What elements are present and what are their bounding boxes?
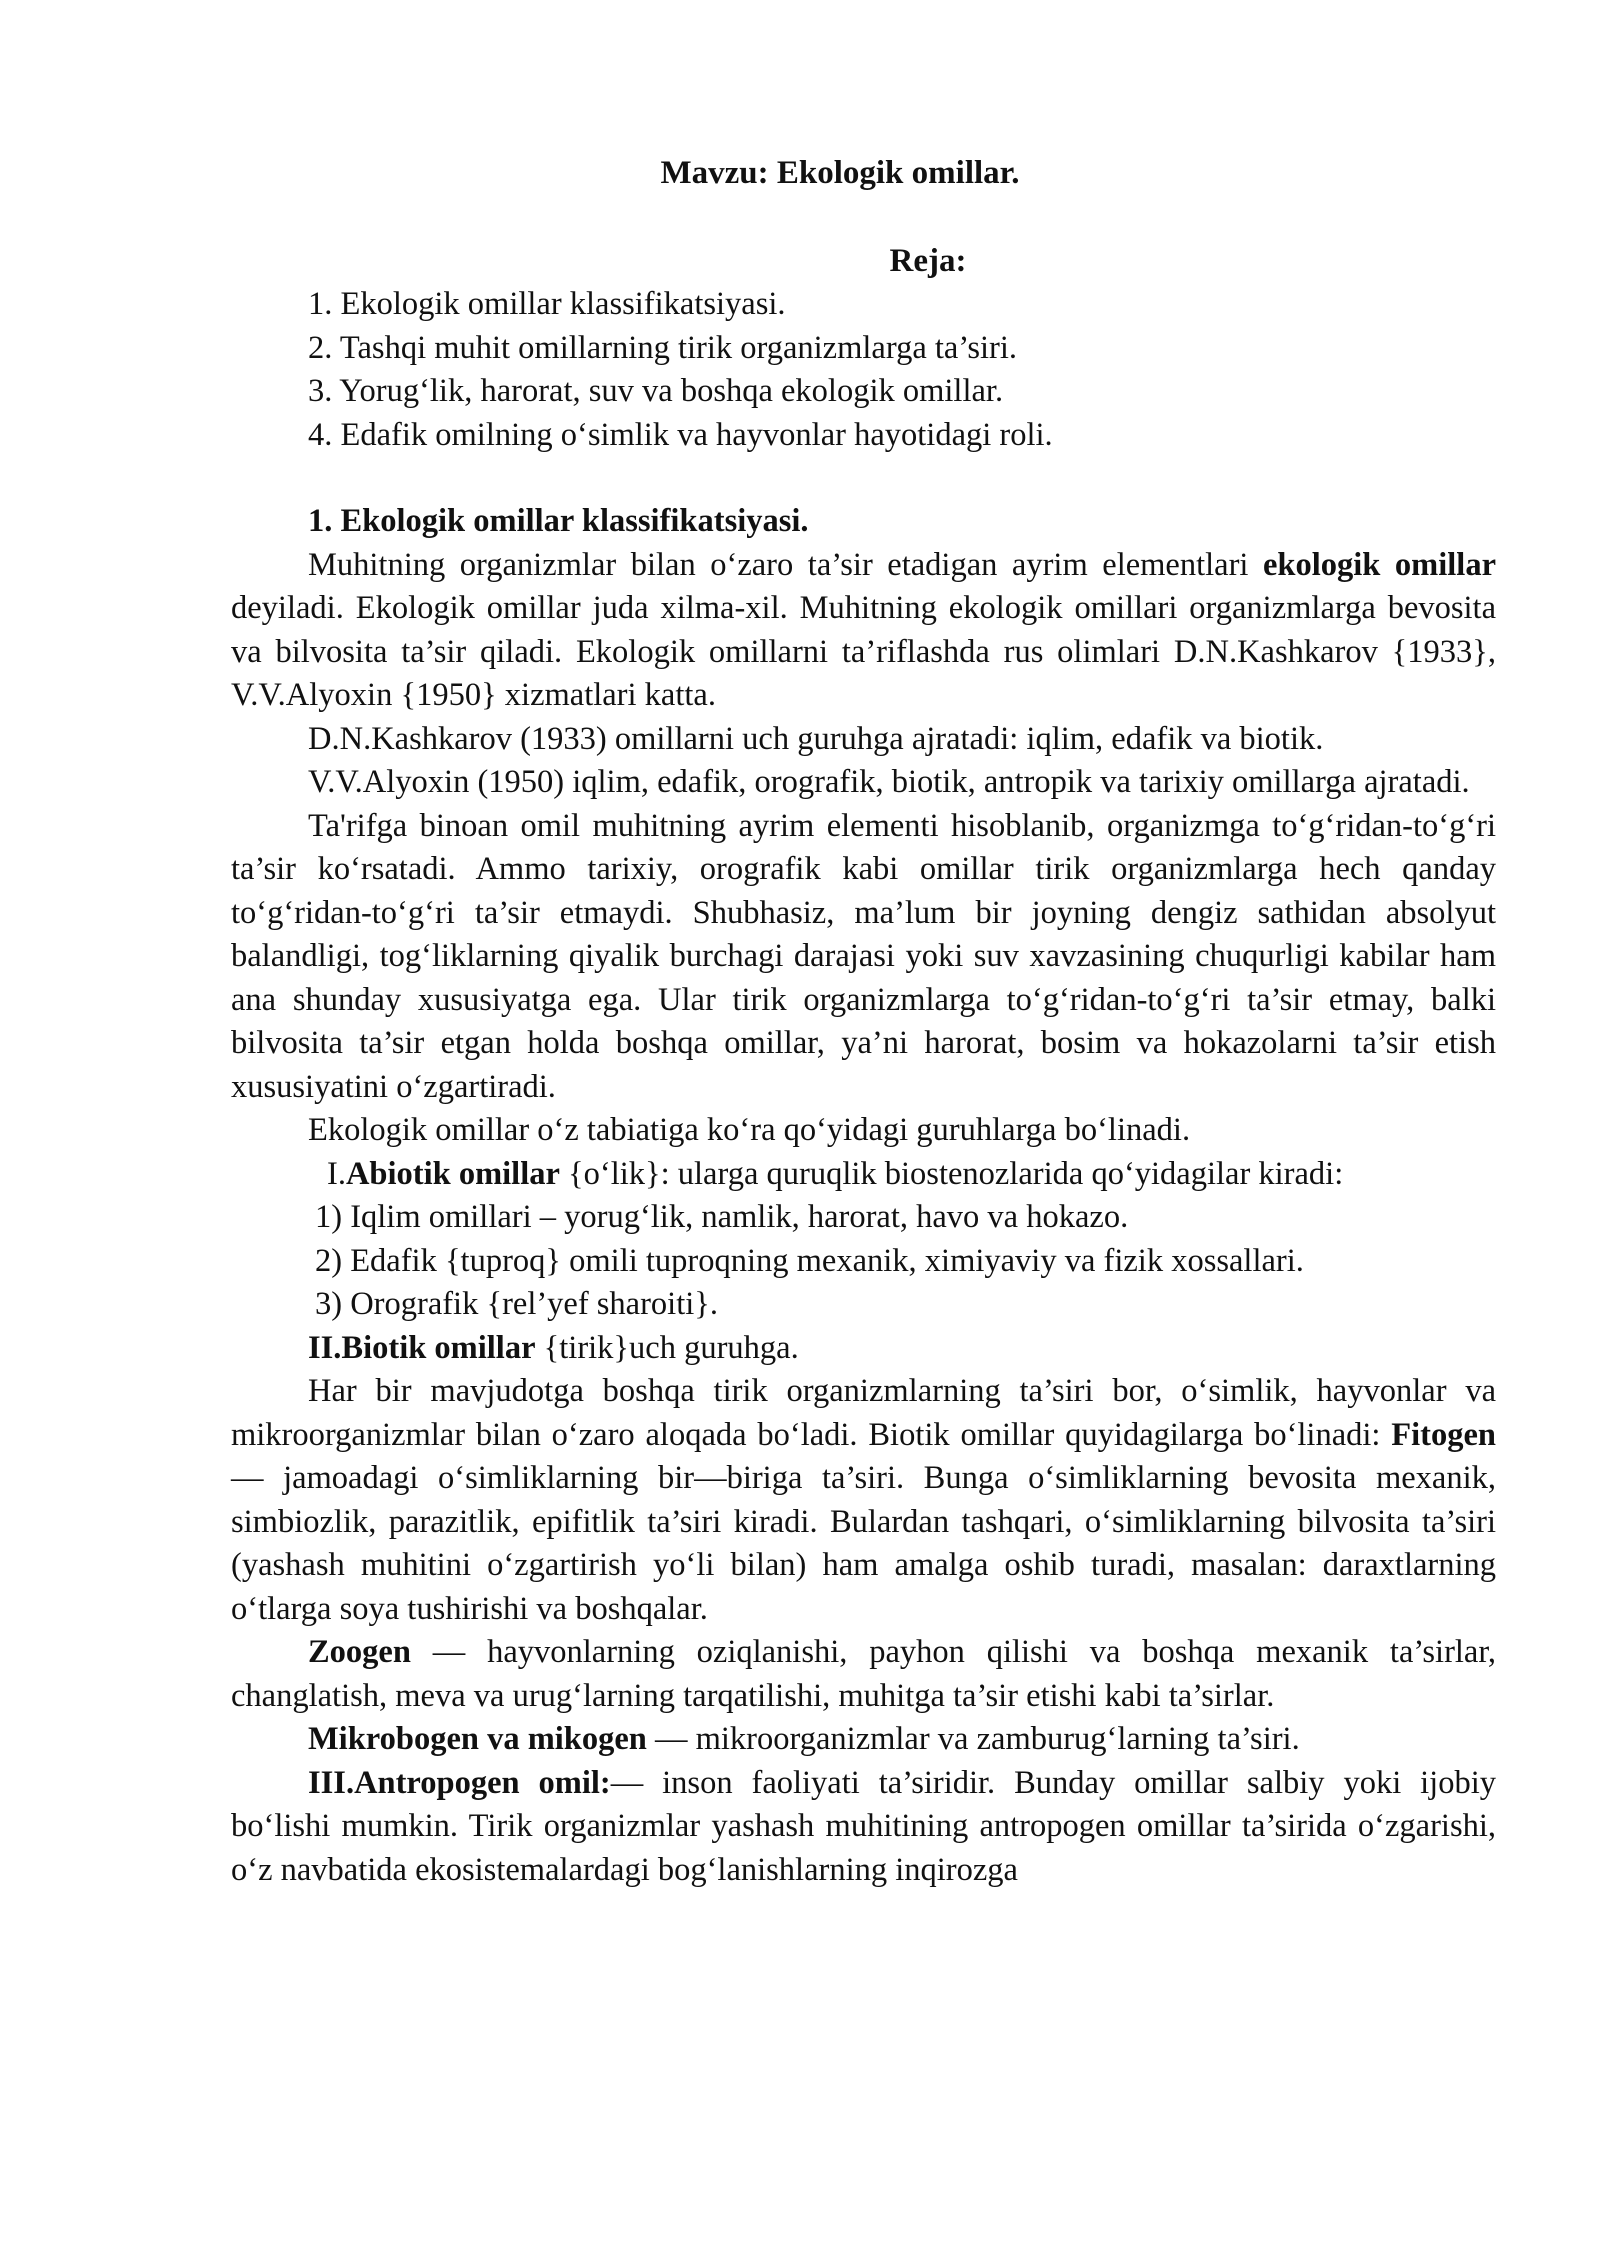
paragraph-kashkarov: D.N.Kashkarov (1933) omillarni uch guruhga ajratadi: iqlim, edafik va biotik. xyxy=(308,720,1324,757)
list-item: 2) Edafik {tuproq} omili tuproqning mexanik, ximiyaviy va fizik xossallari. xyxy=(315,1242,1304,1279)
bold-term: Abiotik omillar xyxy=(345,1155,560,1192)
paragraph-antropogen xyxy=(231,1762,1496,1893)
plan-heading: Reja: xyxy=(889,243,967,279)
plan-item: 2. Tashqi muhit omillarning tirik organizmlarga ta’siri. xyxy=(308,329,1018,366)
paragraph-text: {tirik}uch guruhga. xyxy=(535,1329,799,1366)
paragraph-text: I. xyxy=(327,1155,346,1192)
list-item: 3) Orografik {rel’yef sharoiti}. xyxy=(315,1286,718,1322)
paragraph-text: — mikroorganizmlar va zamburug‘larning ta’siri. xyxy=(646,1721,1300,1757)
document-title: Mavzu: Ekologik omillar. xyxy=(660,155,1020,191)
bold-term: II.Biotik omillar xyxy=(308,1329,536,1366)
paragraph-alyoxin: V.V.Alyoxin (1950) iqlim, edafik, orografik, biotik, antropik va tarixiy omillarga ajratadi. xyxy=(308,764,1470,800)
paragraph-text: — jamoadagi o‘simliklarning bir—biriga ta’siri. Bunga o‘simliklarning bevosita mexanik, simbiozlik, parazitlik, epifitlik ta’siri kiradi. Bulardan tashqari, o‘simliklarning bilvosita ta’siri (yashash muhitini o‘zgartirish yo‘li bilan) ham amalga oshib turadi, masalan: daraxtlarning o‘tlarga soya tushirishi va boshqalar. xyxy=(231,1460,1496,1627)
plan-item: 3. Yorug‘lik, harorat, suv va boshqa ekologik omillar. xyxy=(308,373,1004,409)
list-item: 1) Iqlim omillari – yorug‘lik, namlik, harorat, havo va hokazo. xyxy=(315,1199,1129,1235)
section-heading: 1. Ekologik omillar klassifikatsiyasi. xyxy=(308,503,809,539)
paragraph-biotic xyxy=(231,1327,1496,1371)
paragraph-text: — hayvonlarning oziqlanishi, payhon qilishi va boshqa mexanik ta’sirlar, changlatish, meva va urug‘larning tarqatilishi, muhitga ta’sir etishi kabi ta’sirlar. xyxy=(231,1634,1496,1714)
paragraph-mikrobogen xyxy=(231,1718,1496,1762)
bold-term: Zoogen xyxy=(308,1634,411,1670)
paragraph-definition-detail: Ta'rifga binoan omil muhitning ayrim elementi hisoblanib, organizmga to‘g‘ridan-to‘g‘ri ta’sir ko‘rsatadi. Ammo tarixiy, orografik kabi omillar tirik organizmlarga hech qanday to‘g‘ridan-to‘g‘ri ta’sir etmaydi. Shubhasiz, ma’lum bir joyning dengiz sathidan absolyut balandligi, tog‘liklarning qiyalik burchagi darajasi yoki suv xavzasining chuqurligi kabilar ham ana shunday xususiyatga ega. Ular tirik organizmlarga to‘g‘ridan-to‘g‘ri ta’sir etmay, balki bilvosita ta’sir etgan holda boshqa omillar, ya’ni harorat, bosim va hokazolarni ta’sir etish xususiyatini o‘zgartiradi. xyxy=(231,807,1496,1105)
bold-term: III.Antropogen omil: xyxy=(308,1764,611,1801)
bold-term: ekologik omillar xyxy=(1262,546,1496,583)
paragraph-text: deyiladi. Ekologik omillar juda xilma-xil. Muhitning ekologik omillari organizmlarga bevosita va bilvosita ta’sir qiladi. Ekologik omillarni ta’riflashda rus olimlari D.N.Kashkarov {1933}, V.V.Alyoxin {1950} xizmatlari katta. xyxy=(231,590,1496,713)
paragraph-text: {o‘lik}: ularga quruqlik biostenozlarida qo‘yidagilar kiradi: xyxy=(559,1155,1344,1192)
bold-term: Mikrobogen va mikogen xyxy=(308,1721,647,1757)
paragraph-zoogen xyxy=(231,1631,1496,1718)
paragraph-text: Har bir mavjudotga boshqa tirik organizmlarning ta’siri bor, o‘simlik, hayvonlar va mikroorganizmlar bilan o‘zaro aloqada bo‘ladi. Biotik omillar quyidagilarga bo‘linadi: xyxy=(231,1373,1496,1453)
paragraph-text: Muhitning organizmlar bilan o‘zaro ta’sir etadigan ayrim elementlari xyxy=(308,546,1263,583)
paragraph-groups: Ekologik omillar o‘z tabiatiga ko‘ra qo‘yidagi guruhlarga bo‘linadi. xyxy=(308,1112,1191,1148)
plan-item: 4. Edafik omilning o‘simlik va hayvonlar hayotidagi roli. xyxy=(308,416,1053,453)
paragraph-abiotic xyxy=(231,1153,1496,1197)
paragraph-text: — inson faoliyati ta’siridir. Bunday omillar salbiy yoki ijobiy bo‘lishi mumkin. Tirik organizmlar yashash muhitining antropogen omillar ta’sirida o‘zgarishi, o‘z navbatida ekosistemalardagi bog‘lanishlarning inqirozga xyxy=(231,1764,1496,1888)
paragraph-fitogen xyxy=(231,1370,1496,1631)
section-body xyxy=(231,500,1496,1892)
plan-list xyxy=(308,283,1508,457)
paragraph-definition xyxy=(231,544,1496,718)
plan-item: 1. Ekologik omillar klassifikatsiyasi. xyxy=(308,286,786,322)
bold-term: Fitogen xyxy=(1391,1416,1496,1453)
